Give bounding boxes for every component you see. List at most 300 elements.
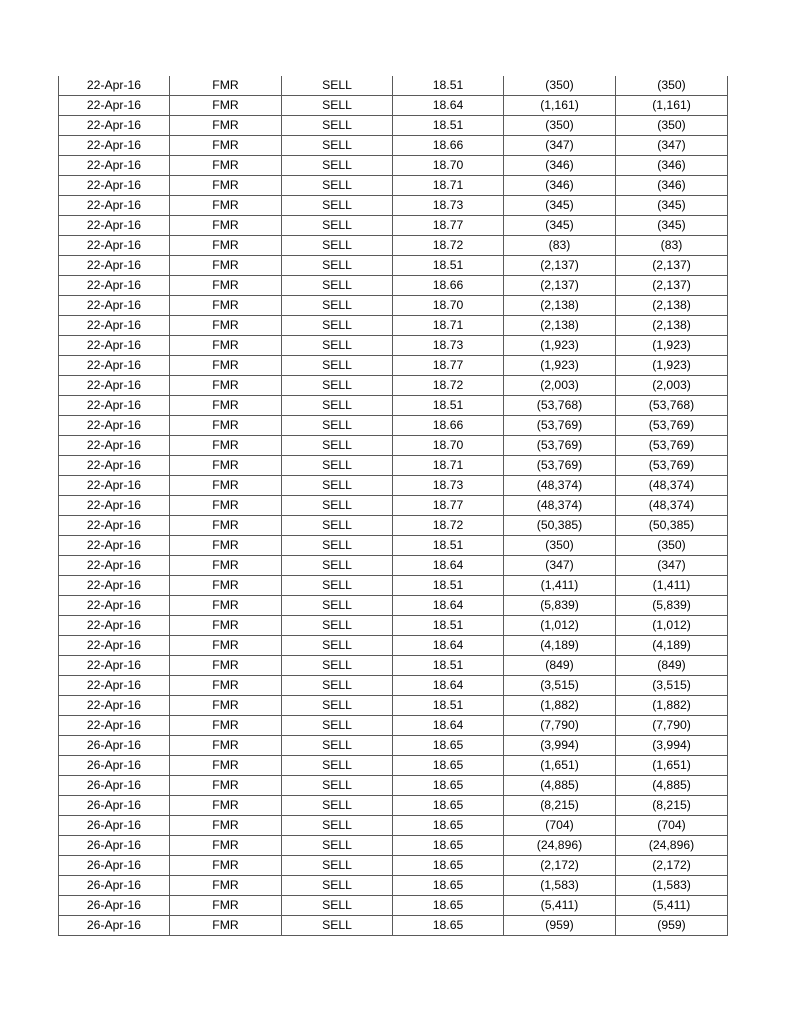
trade-side-cell: SELL [282,456,393,476]
price-cell: 18.51 [393,696,504,716]
trade-date-cell: 22-Apr-16 [59,176,170,196]
price-cell: 18.51 [393,256,504,276]
price-cell: 18.65 [393,736,504,756]
counterparty-cell: FMR [170,156,282,176]
quantity-total-cell: (1,583) [616,876,728,896]
counterparty-cell: FMR [170,576,282,596]
quantity-cell: (8,215) [504,796,616,816]
quantity-cell: (1,411) [504,576,616,596]
quantity-total-cell: (50,385) [616,516,728,536]
trade-date-cell: 22-Apr-16 [59,516,170,536]
table-row [59,236,728,256]
trade-date-cell: 26-Apr-16 [59,836,170,856]
table-row [59,876,728,896]
trade-side-cell: SELL [282,776,393,796]
price-cell: 18.71 [393,316,504,336]
quantity-total-cell: (345) [616,216,728,236]
trade-date-cell: 22-Apr-16 [59,716,170,736]
price-cell: 18.51 [393,76,504,96]
quantity-total-cell: (1,882) [616,696,728,716]
table-row [59,596,728,616]
trade-date-cell: 22-Apr-16 [59,236,170,256]
trade-date-cell: 22-Apr-16 [59,336,170,356]
trade-side-cell: SELL [282,356,393,376]
trade-date-cell: 22-Apr-16 [59,676,170,696]
quantity-cell: (24,896) [504,836,616,856]
quantity-total-cell: (346) [616,176,728,196]
trade-side-cell: SELL [282,176,393,196]
quantity-cell: (4,885) [504,776,616,796]
trade-date-cell: 22-Apr-16 [59,436,170,456]
table-row [59,256,728,276]
quantity-cell: (5,411) [504,896,616,916]
counterparty-cell: FMR [170,716,282,736]
trade-date-cell: 22-Apr-16 [59,696,170,716]
trade-date-cell: 22-Apr-16 [59,96,170,116]
price-cell: 18.64 [393,96,504,116]
quantity-cell: (7,790) [504,716,616,736]
table-row [59,356,728,376]
price-cell: 18.64 [393,716,504,736]
price-cell: 18.65 [393,876,504,896]
quantity-cell: (350) [504,116,616,136]
table-row [59,116,728,136]
table-row [59,136,728,156]
trade-date-cell: 22-Apr-16 [59,276,170,296]
trade-date-cell: 22-Apr-16 [59,456,170,476]
quantity-cell: (704) [504,816,616,836]
table-row [59,656,728,676]
quantity-cell: (959) [504,916,616,936]
trade-date-cell: 22-Apr-16 [59,636,170,656]
trade-side-cell: SELL [282,896,393,916]
counterparty-cell: FMR [170,736,282,756]
price-cell: 18.73 [393,476,504,496]
price-cell: 18.65 [393,776,504,796]
table-row [59,96,728,116]
counterparty-cell: FMR [170,656,282,676]
table-row [59,896,728,916]
quantity-total-cell: (2,172) [616,856,728,876]
trade-date-cell: 22-Apr-16 [59,416,170,436]
table-row [59,336,728,356]
trade-side-cell: SELL [282,556,393,576]
price-cell: 18.51 [393,116,504,136]
table-row [59,276,728,296]
price-cell: 18.65 [393,836,504,856]
counterparty-cell: FMR [170,276,282,296]
trade-side-cell: SELL [282,836,393,856]
trade-side-cell: SELL [282,816,393,836]
quantity-cell: (3,515) [504,676,616,696]
price-cell: 18.51 [393,536,504,556]
quantity-cell: (48,374) [504,476,616,496]
price-cell: 18.66 [393,276,504,296]
table-row [59,836,728,856]
counterparty-cell: FMR [170,816,282,836]
counterparty-cell: FMR [170,876,282,896]
counterparty-cell: FMR [170,436,282,456]
quantity-cell: (53,769) [504,456,616,476]
table-row [59,516,728,536]
table-row [59,776,728,796]
quantity-cell: (346) [504,156,616,176]
counterparty-cell: FMR [170,356,282,376]
quantity-cell: (347) [504,556,616,576]
counterparty-cell: FMR [170,396,282,416]
counterparty-cell: FMR [170,696,282,716]
quantity-total-cell: (350) [616,76,728,96]
quantity-total-cell: (53,769) [616,416,728,436]
trade-side-cell: SELL [282,736,393,756]
quantity-total-cell: (350) [616,536,728,556]
quantity-cell: (2,138) [504,316,616,336]
trade-date-cell: 22-Apr-16 [59,156,170,176]
counterparty-cell: FMR [170,216,282,236]
quantity-cell: (1,923) [504,356,616,376]
quantity-total-cell: (8,215) [616,796,728,816]
trade-side-cell: SELL [282,436,393,456]
trade-date-cell: 22-Apr-16 [59,296,170,316]
quantity-total-cell: (7,790) [616,716,728,736]
quantity-cell: (4,189) [504,636,616,656]
quantity-cell: (2,137) [504,276,616,296]
trade-side-cell: SELL [282,496,393,516]
trade-date-cell: 26-Apr-16 [59,816,170,836]
counterparty-cell: FMR [170,916,282,936]
quantity-total-cell: (347) [616,556,728,576]
quantity-total-cell: (5,411) [616,896,728,916]
quantity-cell: (1,923) [504,336,616,356]
quantity-total-cell: (2,137) [616,276,728,296]
price-cell: 18.64 [393,556,504,576]
price-cell: 18.73 [393,196,504,216]
table-row [59,696,728,716]
trade-side-cell: SELL [282,336,393,356]
quantity-total-cell: (4,885) [616,776,728,796]
trade-date-cell: 26-Apr-16 [59,876,170,896]
table-row [59,456,728,476]
counterparty-cell: FMR [170,336,282,356]
table-row [59,716,728,736]
table-row [59,216,728,236]
quantity-cell: (48,374) [504,496,616,516]
trade-side-cell: SELL [282,656,393,676]
price-cell: 18.51 [393,616,504,636]
counterparty-cell: FMR [170,636,282,656]
quantity-cell: (2,137) [504,256,616,276]
quantity-total-cell: (704) [616,816,728,836]
quantity-total-cell: (347) [616,136,728,156]
trade-date-cell: 26-Apr-16 [59,776,170,796]
quantity-cell: (350) [504,536,616,556]
price-cell: 18.71 [393,456,504,476]
quantity-total-cell: (53,769) [616,456,728,476]
quantity-total-cell: (959) [616,916,728,936]
quantity-total-cell: (2,137) [616,256,728,276]
price-cell: 18.65 [393,796,504,816]
trade-side-cell: SELL [282,916,393,936]
table-row [59,76,728,96]
table-row [59,636,728,656]
trade-date-cell: 22-Apr-16 [59,536,170,556]
quantity-cell: (3,994) [504,736,616,756]
trade-date-cell: 22-Apr-16 [59,616,170,636]
trade-date-cell: 22-Apr-16 [59,476,170,496]
trade-side-cell: SELL [282,856,393,876]
quantity-total-cell: (5,839) [616,596,728,616]
table-row [59,856,728,876]
price-cell: 18.65 [393,816,504,836]
quantity-cell: (1,161) [504,96,616,116]
trade-date-cell: 22-Apr-16 [59,76,170,96]
table-row [59,376,728,396]
quantity-cell: (1,882) [504,696,616,716]
quantity-cell: (347) [504,136,616,156]
trade-date-cell: 22-Apr-16 [59,316,170,336]
trade-date-cell: 22-Apr-16 [59,656,170,676]
price-cell: 18.65 [393,756,504,776]
trade-side-cell: SELL [282,516,393,536]
price-cell: 18.66 [393,136,504,156]
quantity-cell: (83) [504,236,616,256]
counterparty-cell: FMR [170,496,282,516]
trade-side-cell: SELL [282,96,393,116]
trade-side-cell: SELL [282,596,393,616]
price-cell: 18.66 [393,416,504,436]
quantity-cell: (50,385) [504,516,616,536]
quantity-cell: (1,651) [504,756,616,776]
price-cell: 18.72 [393,376,504,396]
quantity-total-cell: (1,923) [616,336,728,356]
quantity-total-cell: (53,768) [616,396,728,416]
counterparty-cell: FMR [170,756,282,776]
table-row [59,476,728,496]
trade-date-cell: 26-Apr-16 [59,756,170,776]
transactions-table [58,76,728,936]
trade-side-cell: SELL [282,676,393,696]
trade-side-cell: SELL [282,876,393,896]
price-cell: 18.64 [393,676,504,696]
trade-side-cell: SELL [282,296,393,316]
quantity-cell: (1,583) [504,876,616,896]
table-row [59,556,728,576]
quantity-total-cell: (24,896) [616,836,728,856]
quantity-total-cell: (1,923) [616,356,728,376]
counterparty-cell: FMR [170,316,282,336]
table-row [59,676,728,696]
price-cell: 18.65 [393,896,504,916]
trade-side-cell: SELL [282,236,393,256]
quantity-total-cell: (53,769) [616,436,728,456]
counterparty-cell: FMR [170,516,282,536]
counterparty-cell: FMR [170,296,282,316]
quantity-cell: (2,138) [504,296,616,316]
trade-side-cell: SELL [282,76,393,96]
counterparty-cell: FMR [170,596,282,616]
trade-date-cell: 26-Apr-16 [59,916,170,936]
trade-side-cell: SELL [282,696,393,716]
table-row [59,736,728,756]
trade-date-cell: 22-Apr-16 [59,576,170,596]
price-cell: 18.65 [393,856,504,876]
quantity-total-cell: (48,374) [616,496,728,516]
price-cell: 18.77 [393,216,504,236]
table-row [59,616,728,636]
counterparty-cell: FMR [170,416,282,436]
trade-side-cell: SELL [282,636,393,656]
table-row [59,756,728,776]
quantity-total-cell: (1,651) [616,756,728,776]
table-row [59,576,728,596]
quantity-cell: (5,839) [504,596,616,616]
trade-date-cell: 22-Apr-16 [59,256,170,276]
counterparty-cell: FMR [170,256,282,276]
price-cell: 18.64 [393,636,504,656]
price-cell: 18.77 [393,356,504,376]
counterparty-cell: FMR [170,856,282,876]
table-row [59,396,728,416]
quantity-cell: (1,012) [504,616,616,636]
trade-side-cell: SELL [282,376,393,396]
counterparty-cell: FMR [170,116,282,136]
quantity-cell: (2,172) [504,856,616,876]
counterparty-cell: FMR [170,456,282,476]
trade-side-cell: SELL [282,156,393,176]
quantity-total-cell: (83) [616,236,728,256]
quantity-total-cell: (2,138) [616,316,728,336]
quantity-total-cell: (1,411) [616,576,728,596]
price-cell: 18.70 [393,436,504,456]
trade-date-cell: 22-Apr-16 [59,496,170,516]
counterparty-cell: FMR [170,536,282,556]
counterparty-cell: FMR [170,196,282,216]
price-cell: 18.72 [393,516,504,536]
table-row [59,196,728,216]
trade-side-cell: SELL [282,256,393,276]
quantity-total-cell: (48,374) [616,476,728,496]
trade-side-cell: SELL [282,116,393,136]
counterparty-cell: FMR [170,176,282,196]
counterparty-cell: FMR [170,476,282,496]
table-row [59,296,728,316]
counterparty-cell: FMR [170,776,282,796]
trade-date-cell: 26-Apr-16 [59,736,170,756]
counterparty-cell: FMR [170,236,282,256]
table-row [59,156,728,176]
price-cell: 18.77 [393,496,504,516]
price-cell: 18.71 [393,176,504,196]
trade-date-cell: 22-Apr-16 [59,356,170,376]
table-row [59,916,728,936]
trade-side-cell: SELL [282,576,393,596]
quantity-cell: (350) [504,76,616,96]
table-row [59,816,728,836]
quantity-total-cell: (1,161) [616,96,728,116]
trade-date-cell: 26-Apr-16 [59,896,170,916]
trade-date-cell: 22-Apr-16 [59,376,170,396]
trade-side-cell: SELL [282,716,393,736]
trade-side-cell: SELL [282,196,393,216]
counterparty-cell: FMR [170,136,282,156]
trade-side-cell: SELL [282,796,393,816]
price-cell: 18.64 [393,596,504,616]
counterparty-cell: FMR [170,376,282,396]
price-cell: 18.70 [393,156,504,176]
quantity-cell: (53,769) [504,416,616,436]
quantity-total-cell: (2,138) [616,296,728,316]
trade-side-cell: SELL [282,476,393,496]
quantity-cell: (345) [504,196,616,216]
table-row [59,176,728,196]
table-row [59,536,728,556]
price-cell: 18.70 [393,296,504,316]
quantity-cell: (346) [504,176,616,196]
trade-side-cell: SELL [282,396,393,416]
quantity-cell: (2,003) [504,376,616,396]
trade-date-cell: 22-Apr-16 [59,116,170,136]
table-row [59,316,728,336]
price-cell: 18.65 [393,916,504,936]
table-row [59,796,728,816]
trade-date-cell: 26-Apr-16 [59,796,170,816]
trade-date-cell: 22-Apr-16 [59,136,170,156]
counterparty-cell: FMR [170,676,282,696]
counterparty-cell: FMR [170,76,282,96]
trade-date-cell: 22-Apr-16 [59,556,170,576]
counterparty-cell: FMR [170,616,282,636]
quantity-total-cell: (2,003) [616,376,728,396]
quantity-total-cell: (4,189) [616,636,728,656]
quantity-total-cell: (3,515) [616,676,728,696]
trade-side-cell: SELL [282,276,393,296]
trade-side-cell: SELL [282,416,393,436]
price-cell: 18.51 [393,656,504,676]
quantity-cell: (53,769) [504,436,616,456]
counterparty-cell: FMR [170,556,282,576]
quantity-total-cell: (1,012) [616,616,728,636]
counterparty-cell: FMR [170,836,282,856]
trade-date-cell: 22-Apr-16 [59,196,170,216]
quantity-total-cell: (3,994) [616,736,728,756]
trade-side-cell: SELL [282,616,393,636]
price-cell: 18.51 [393,576,504,596]
trade-side-cell: SELL [282,216,393,236]
trade-side-cell: SELL [282,536,393,556]
table-row [59,496,728,516]
trade-side-cell: SELL [282,316,393,336]
trade-date-cell: 26-Apr-16 [59,856,170,876]
counterparty-cell: FMR [170,796,282,816]
quantity-total-cell: (345) [616,196,728,216]
quantity-total-cell: (346) [616,156,728,176]
trade-date-cell: 22-Apr-16 [59,216,170,236]
trade-date-cell: 22-Apr-16 [59,596,170,616]
quantity-total-cell: (849) [616,656,728,676]
quantity-cell: (345) [504,216,616,236]
trade-side-cell: SELL [282,136,393,156]
counterparty-cell: FMR [170,896,282,916]
table-row [59,416,728,436]
price-cell: 18.73 [393,336,504,356]
price-cell: 18.51 [393,396,504,416]
transactions-table-body [59,76,728,936]
counterparty-cell: FMR [170,96,282,116]
trade-side-cell: SELL [282,756,393,776]
quantity-cell: (53,768) [504,396,616,416]
quantity-cell: (849) [504,656,616,676]
table-row [59,436,728,456]
